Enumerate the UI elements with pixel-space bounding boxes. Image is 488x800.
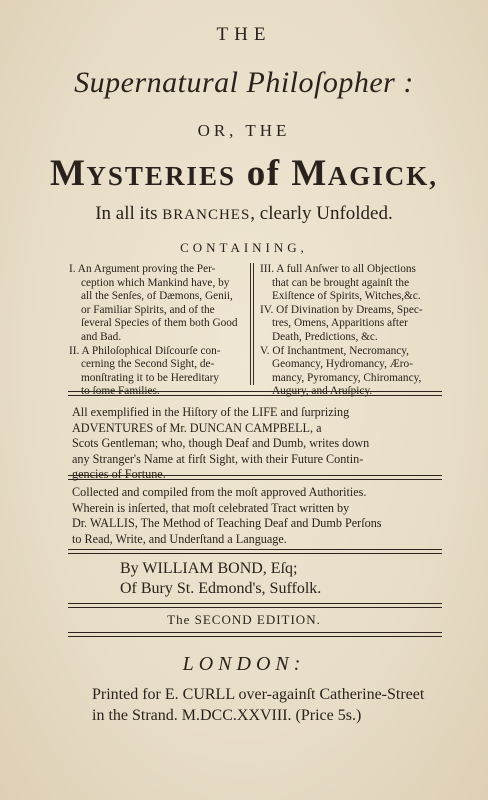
contents-left-column bbox=[69, 263, 244, 399]
exemplified-paragraph: All exemplified in the Hiſtory of the LIFE and ſurprizing ADVENTURES of Mr. DUNCAN CAMPBELL, a Scots Gentleman; who, though Deaf and Dumb, writes down any Stranger's Name at firſt Sight, with their Future Contin- gencies of Fortune. bbox=[72, 405, 370, 482]
containing-heading: CONTAINING, bbox=[180, 240, 308, 255]
title-branches-line bbox=[0, 203, 488, 225]
rule-3 bbox=[68, 549, 442, 554]
branches-c: , clearly Unfolded. bbox=[250, 203, 393, 224]
branches-a: In all its bbox=[95, 203, 163, 224]
title-or-the: OR, THE bbox=[197, 121, 291, 140]
title-magick-rest: AGICK, bbox=[327, 161, 439, 191]
contents-item-3: III. A full Anſwer to all Objections that can be brought againſt the Exiſtence of Spirits, Witches,&c. bbox=[260, 263, 421, 303]
branches-b: BRANCHES bbox=[162, 207, 251, 223]
title-of: of bbox=[235, 153, 292, 194]
contents-right-column bbox=[260, 263, 438, 399]
contents-item-1: I. An Argument proving the Per- ception which Mankind have, by all the Senſes, of Dæmons, Genii, or Familiar Spirits, and of the ſeveral Species of them both Good and Bad. bbox=[69, 263, 238, 343]
rule-4 bbox=[68, 603, 442, 608]
contents-item-2: II. A Philoſophical Diſcourſe con- cerning the Second Sight, de- monſtrating it to be Hereditary to ſome Families. bbox=[69, 344, 221, 398]
imprint-line: Printed for E. CURLL over-againſt Catherine-Street in the Strand. M.DCC.XXVIII. (Price 5s.) bbox=[92, 686, 425, 724]
edition-line: The SECOND EDITION. bbox=[167, 612, 321, 627]
column-divider-right bbox=[253, 263, 254, 385]
author-block: By WILLIAM BOND, Eſq; Of Bury St. Edmond's, Suffolk. bbox=[120, 560, 322, 597]
title-the: THE bbox=[216, 24, 272, 45]
title-mysteries-initial: M bbox=[49, 153, 87, 194]
imprint-city: LONDON: bbox=[182, 653, 306, 675]
collected-paragraph: Collected and compiled from the moſt approved Authorities. Wherein is inſerted, that moſt celebrated Tract written by Dr. WALLIS, The Method of Teaching Deaf and Dumb Perſons to Read, Write, and Underſtand a Language. bbox=[72, 485, 382, 546]
rule-2 bbox=[68, 475, 442, 480]
contents-item-4: IV. Of Divination by Dreams, Spec- tres, Omens, Apparitions after Death, Predictions, &c. bbox=[260, 303, 423, 343]
title-supernatural-philosopher: Supernatural Philoſopher : bbox=[74, 66, 414, 99]
contents-item-5: V. Of Inchantment, Necromancy, Geomancy, Hydromancy, Æro- mancy, Pyromancy, Chiromancy, Augury, and Aruſpicy. bbox=[260, 344, 422, 398]
rule-5 bbox=[68, 632, 442, 637]
rule-1 bbox=[68, 391, 442, 396]
title-mysteries-rest: YSTERIES bbox=[86, 161, 236, 191]
column-divider-left bbox=[250, 263, 251, 385]
title-mysteries-of-magick bbox=[0, 152, 488, 195]
title-magick-initial: M bbox=[291, 153, 328, 194]
